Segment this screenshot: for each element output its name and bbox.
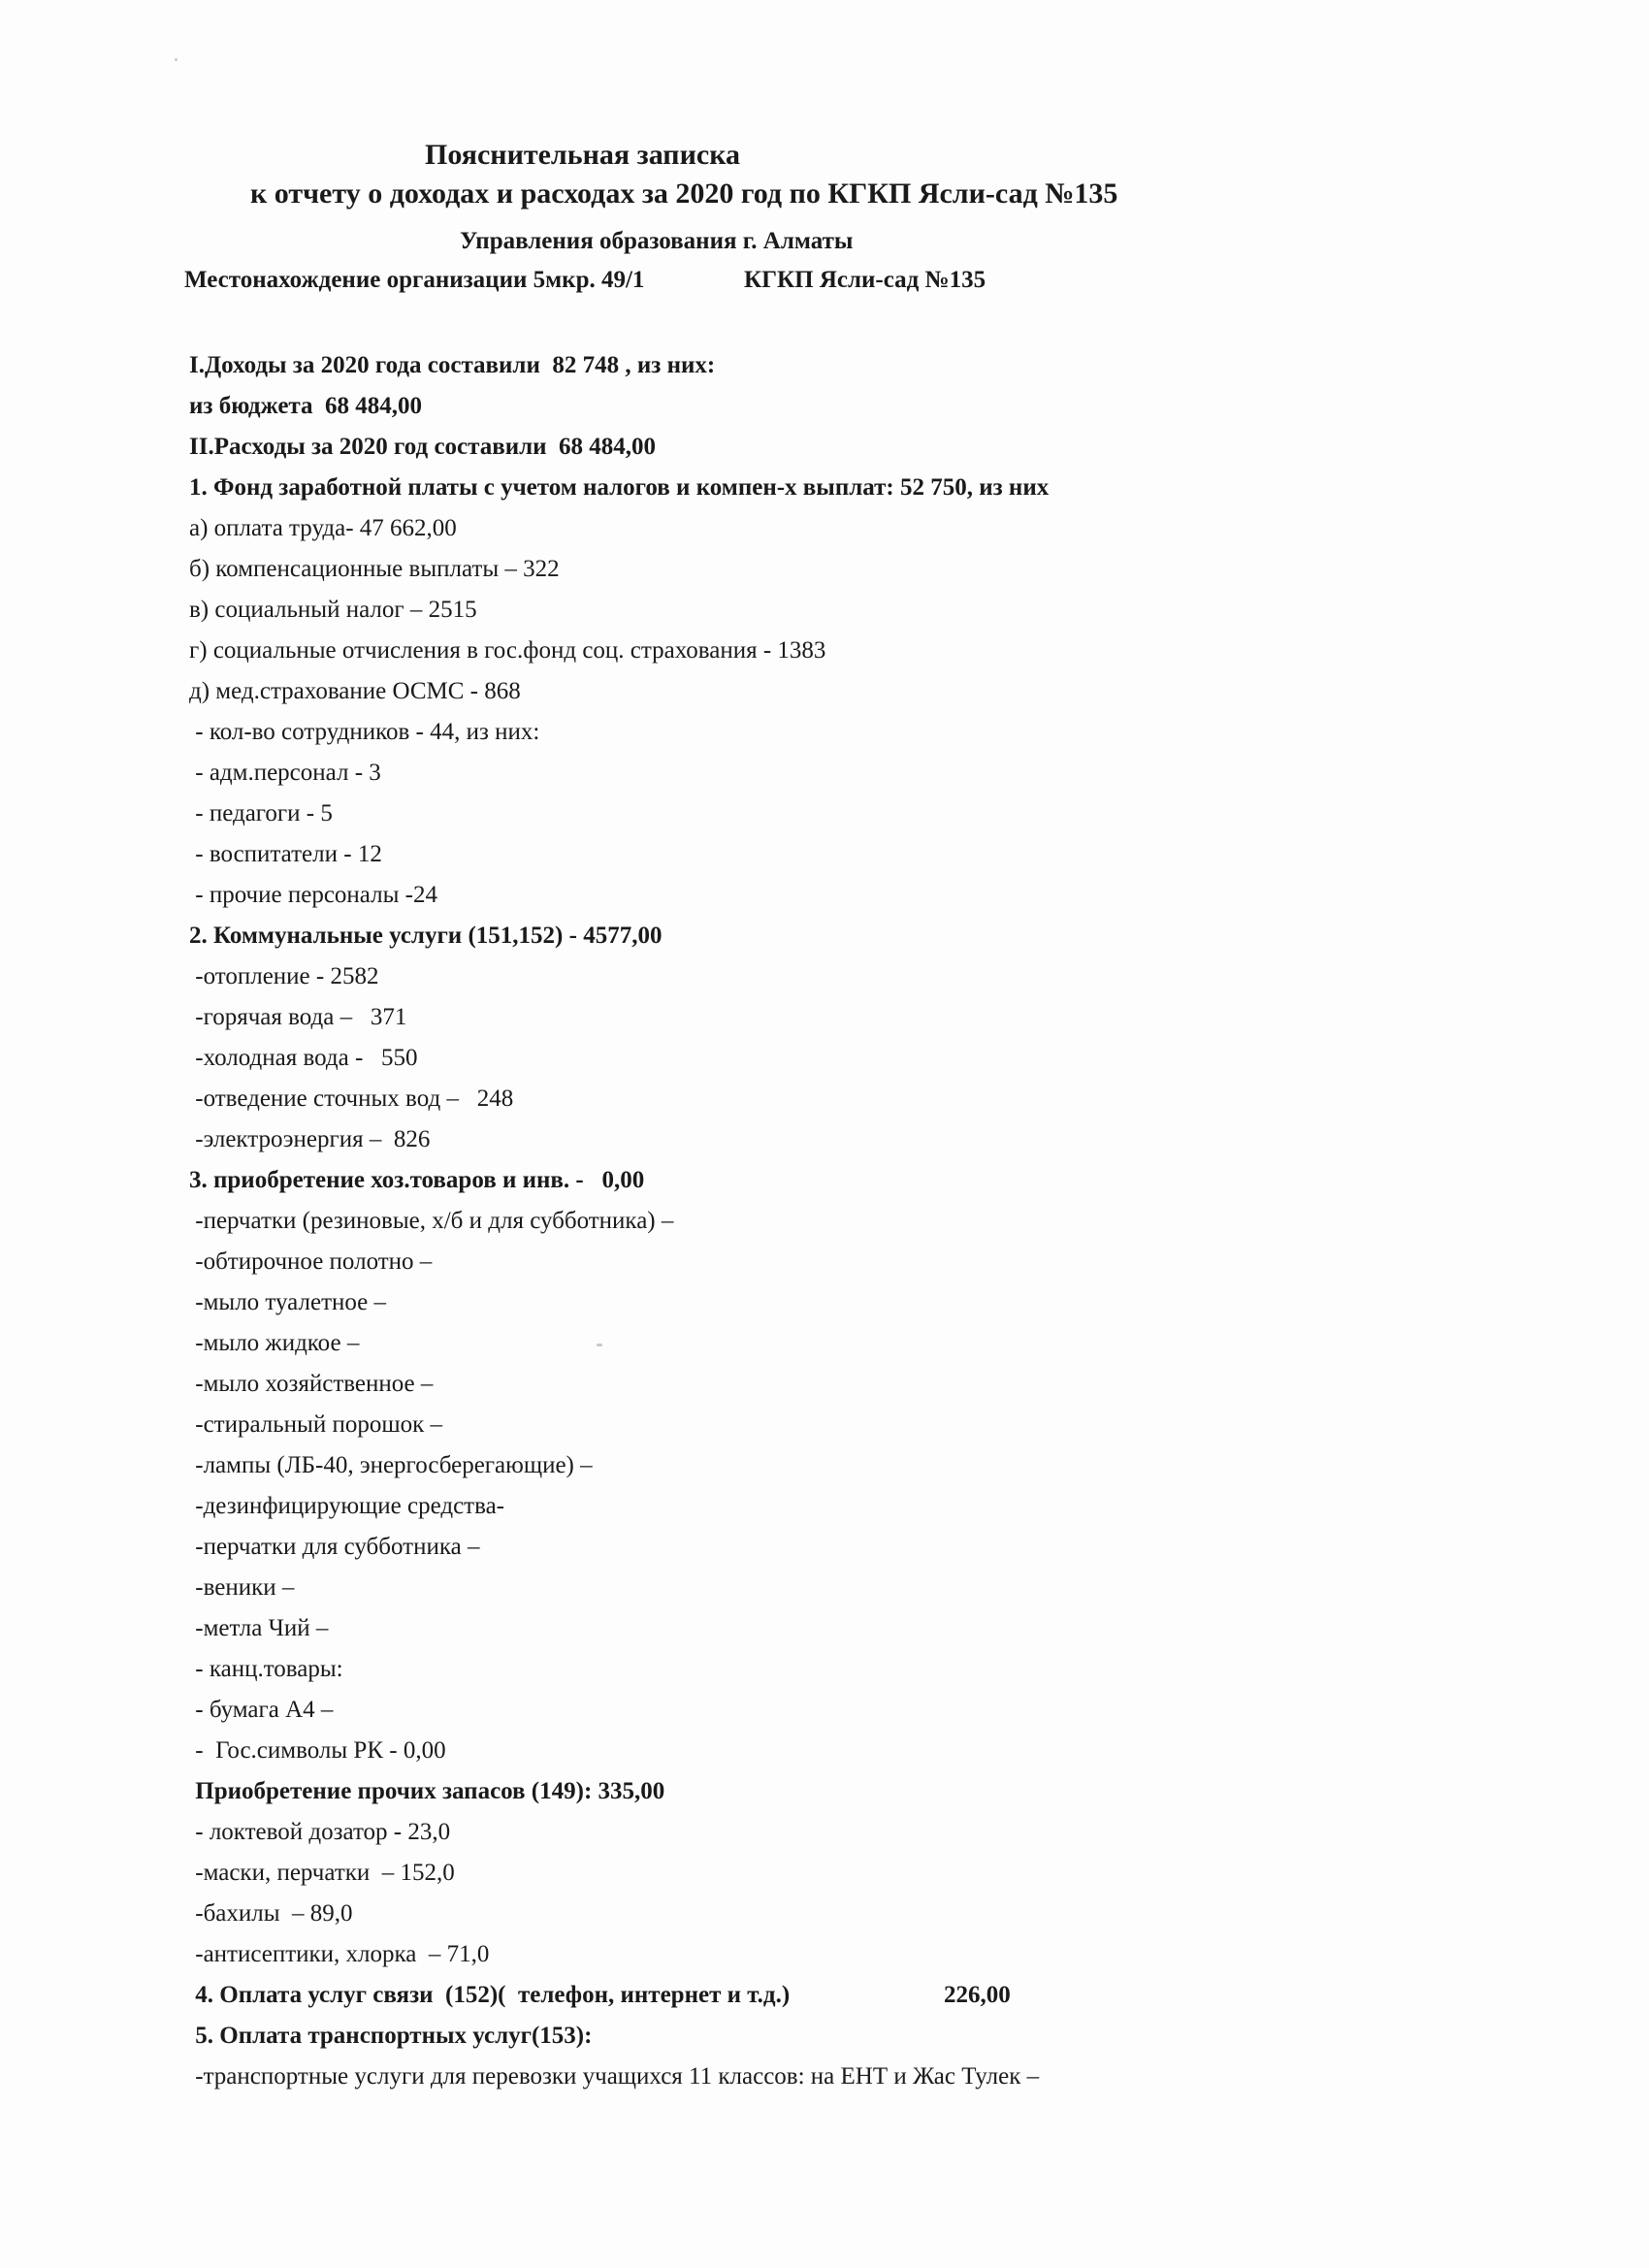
report-line-text: -транспортные услуги для перевозки учащихся 11 классов: на ЕНТ и Жас Тулек –: [189, 2063, 1040, 2090]
report-line: [189, 1445, 1567, 1486]
report-line: [189, 508, 1567, 549]
report-line-text: б) компенсационные выплаты – 322: [189, 556, 560, 582]
report-line-amount: 226,00: [944, 1982, 1011, 2008]
report-line: [189, 1201, 1567, 1242]
report-line-text: - кол-во сотрудников - 44, из них:: [189, 719, 540, 745]
report-line: [189, 1119, 1567, 1160]
report-line-text: 5. Оплата транспортных услуг(153):: [189, 2023, 593, 2049]
document-subtitle: к отчету о доходах и расходах за 2020 год по КГКП Ясли-сад №135: [250, 178, 1118, 210]
report-line-text: - локтевой дозатор - 23,0: [189, 1819, 451, 1845]
report-line: [189, 2016, 1567, 2057]
report-line-text: - прочие персоналы -24: [189, 882, 437, 908]
report-line-text: -лампы (ЛБ-40, энергосберегающие) –: [189, 1452, 593, 1478]
report-line: [189, 671, 1567, 712]
report-line: [189, 427, 1567, 468]
report-line-text: -перчатки (резиновые, х/б и для субботника) –: [189, 1208, 674, 1234]
report-line-text: -перчатки для субботника –: [189, 1534, 480, 1560]
report-line: [189, 1608, 1567, 1649]
report-line-text: - педагоги - 5: [189, 800, 333, 826]
scan-speck: [597, 1344, 602, 1346]
report-line: [189, 386, 1567, 427]
report-line-text: -отведение сточных вод – 248: [189, 1085, 514, 1112]
report-line-text: -мыло жидкое –: [189, 1330, 360, 1356]
report-line-text: -веники –: [189, 1574, 295, 1601]
report-line-text: 1. Фонд заработной платы с учетом налогов и компен-х выплат: 52 750, из них: [189, 474, 1050, 501]
report-line-text: -антисептики, хлорка – 71,0: [189, 1941, 490, 1967]
report-line: [189, 1323, 1567, 1364]
report-line: [189, 875, 1567, 916]
report-line: [189, 1405, 1567, 1445]
report-line: [189, 631, 1567, 671]
report-line: [189, 753, 1567, 794]
report-line: [189, 1038, 1567, 1079]
report-line-text: -маски, перчатки – 152,0: [189, 1860, 455, 1886]
report-line-text: -метла Чий –: [189, 1615, 329, 1641]
report-line: [189, 1649, 1567, 1690]
report-line: [189, 549, 1567, 590]
report-line-text: -обтирочное полотно –: [189, 1248, 433, 1275]
report-line-text: - канц.товары:: [189, 1656, 343, 1682]
report-line-text: - Гос.символы РК - 0,00: [189, 1737, 446, 1764]
report-line-text: I.Доходы за 2020 года составили 82 748 , из них:: [189, 352, 716, 378]
report-line-text: 4. Оплата услуг связи (152)( телефон, интернет и т.д.): [189, 1982, 791, 2008]
organization-text: КГКП Ясли-сад №135: [744, 267, 986, 293]
report-line-text: II.Расходы за 2020 год составили 68 484,00: [189, 434, 657, 460]
report-line: [189, 1568, 1567, 1608]
report-line: [189, 1527, 1567, 1568]
report-line: [189, 1160, 1567, 1201]
report-line-text: -мыло хозяйственное –: [189, 1371, 434, 1397]
report-line: [189, 712, 1567, 753]
report-line: [189, 916, 1567, 956]
report-line-text: -дезинфицирующие средства-: [189, 1493, 504, 1519]
report-line: [189, 794, 1567, 834]
report-line-text: в) социальный налог – 2515: [189, 597, 477, 623]
report-line-text: - бумага А4 –: [189, 1697, 334, 1723]
report-line-text: -холодная вода - 550: [189, 1045, 418, 1071]
report-line: [189, 1894, 1567, 1934]
report-line: [189, 1731, 1567, 1771]
report-line: [189, 1812, 1567, 1853]
report-line-text: д) мед.страхование ОСМС - 868: [189, 678, 521, 704]
report-line: [189, 1690, 1567, 1731]
report-line: [189, 1934, 1567, 1975]
report-line: [189, 590, 1567, 631]
location-row: [184, 267, 986, 294]
report-line: [189, 1771, 1567, 1812]
report-line: [189, 345, 1567, 386]
report-line-text: г) социальные отчисления в гос.фонд соц. страхования - 1383: [189, 637, 826, 664]
report-line-text: -стиральный порошок –: [189, 1411, 442, 1438]
report-line-text: 2. Коммунальные услуги (151,152) - 4577,00: [189, 923, 663, 949]
report-line: [189, 468, 1567, 508]
report-line-text: -электроэнергия – 826: [189, 1126, 431, 1152]
document-department: Управления образования г. Алматы: [460, 228, 854, 254]
report-line: [189, 1975, 1567, 2016]
report-line-text: Приобретение прочих запасов (149): 335,00: [189, 1778, 665, 1804]
scan-speck: [175, 58, 178, 61]
report-line: [189, 1079, 1567, 1119]
report-line: [189, 1486, 1567, 1527]
report-line-text: -мыло туалетное –: [189, 1289, 387, 1315]
report-line-text: -бахилы – 89,0: [189, 1900, 353, 1927]
document-title: Пояснительная записка: [425, 139, 741, 171]
location-text: Местонахождение организации 5мкр. 49/1: [184, 267, 645, 293]
report-line: [189, 2057, 1567, 2097]
report-line-text: -горячая вода – 371: [189, 1004, 407, 1030]
report-line-text: - адм.персонал - 3: [189, 760, 381, 786]
report-line: [189, 997, 1567, 1038]
report-line-text: из бюджета 68 484,00: [189, 393, 423, 419]
report-line: [189, 1282, 1567, 1323]
report-line-text: -отопление - 2582: [189, 963, 379, 989]
report-body: [189, 345, 1567, 2097]
report-line: [189, 1242, 1567, 1282]
report-line-text: - воспитатели - 12: [189, 841, 382, 867]
report-line: [189, 956, 1567, 997]
report-line-text: 3. приобретение хоз.товаров и инв. - 0,00: [189, 1167, 645, 1193]
report-line-text: а) оплата труда- 47 662,00: [189, 515, 457, 541]
report-line: [189, 1853, 1567, 1894]
report-line: [189, 834, 1567, 875]
report-line: [189, 1364, 1567, 1405]
